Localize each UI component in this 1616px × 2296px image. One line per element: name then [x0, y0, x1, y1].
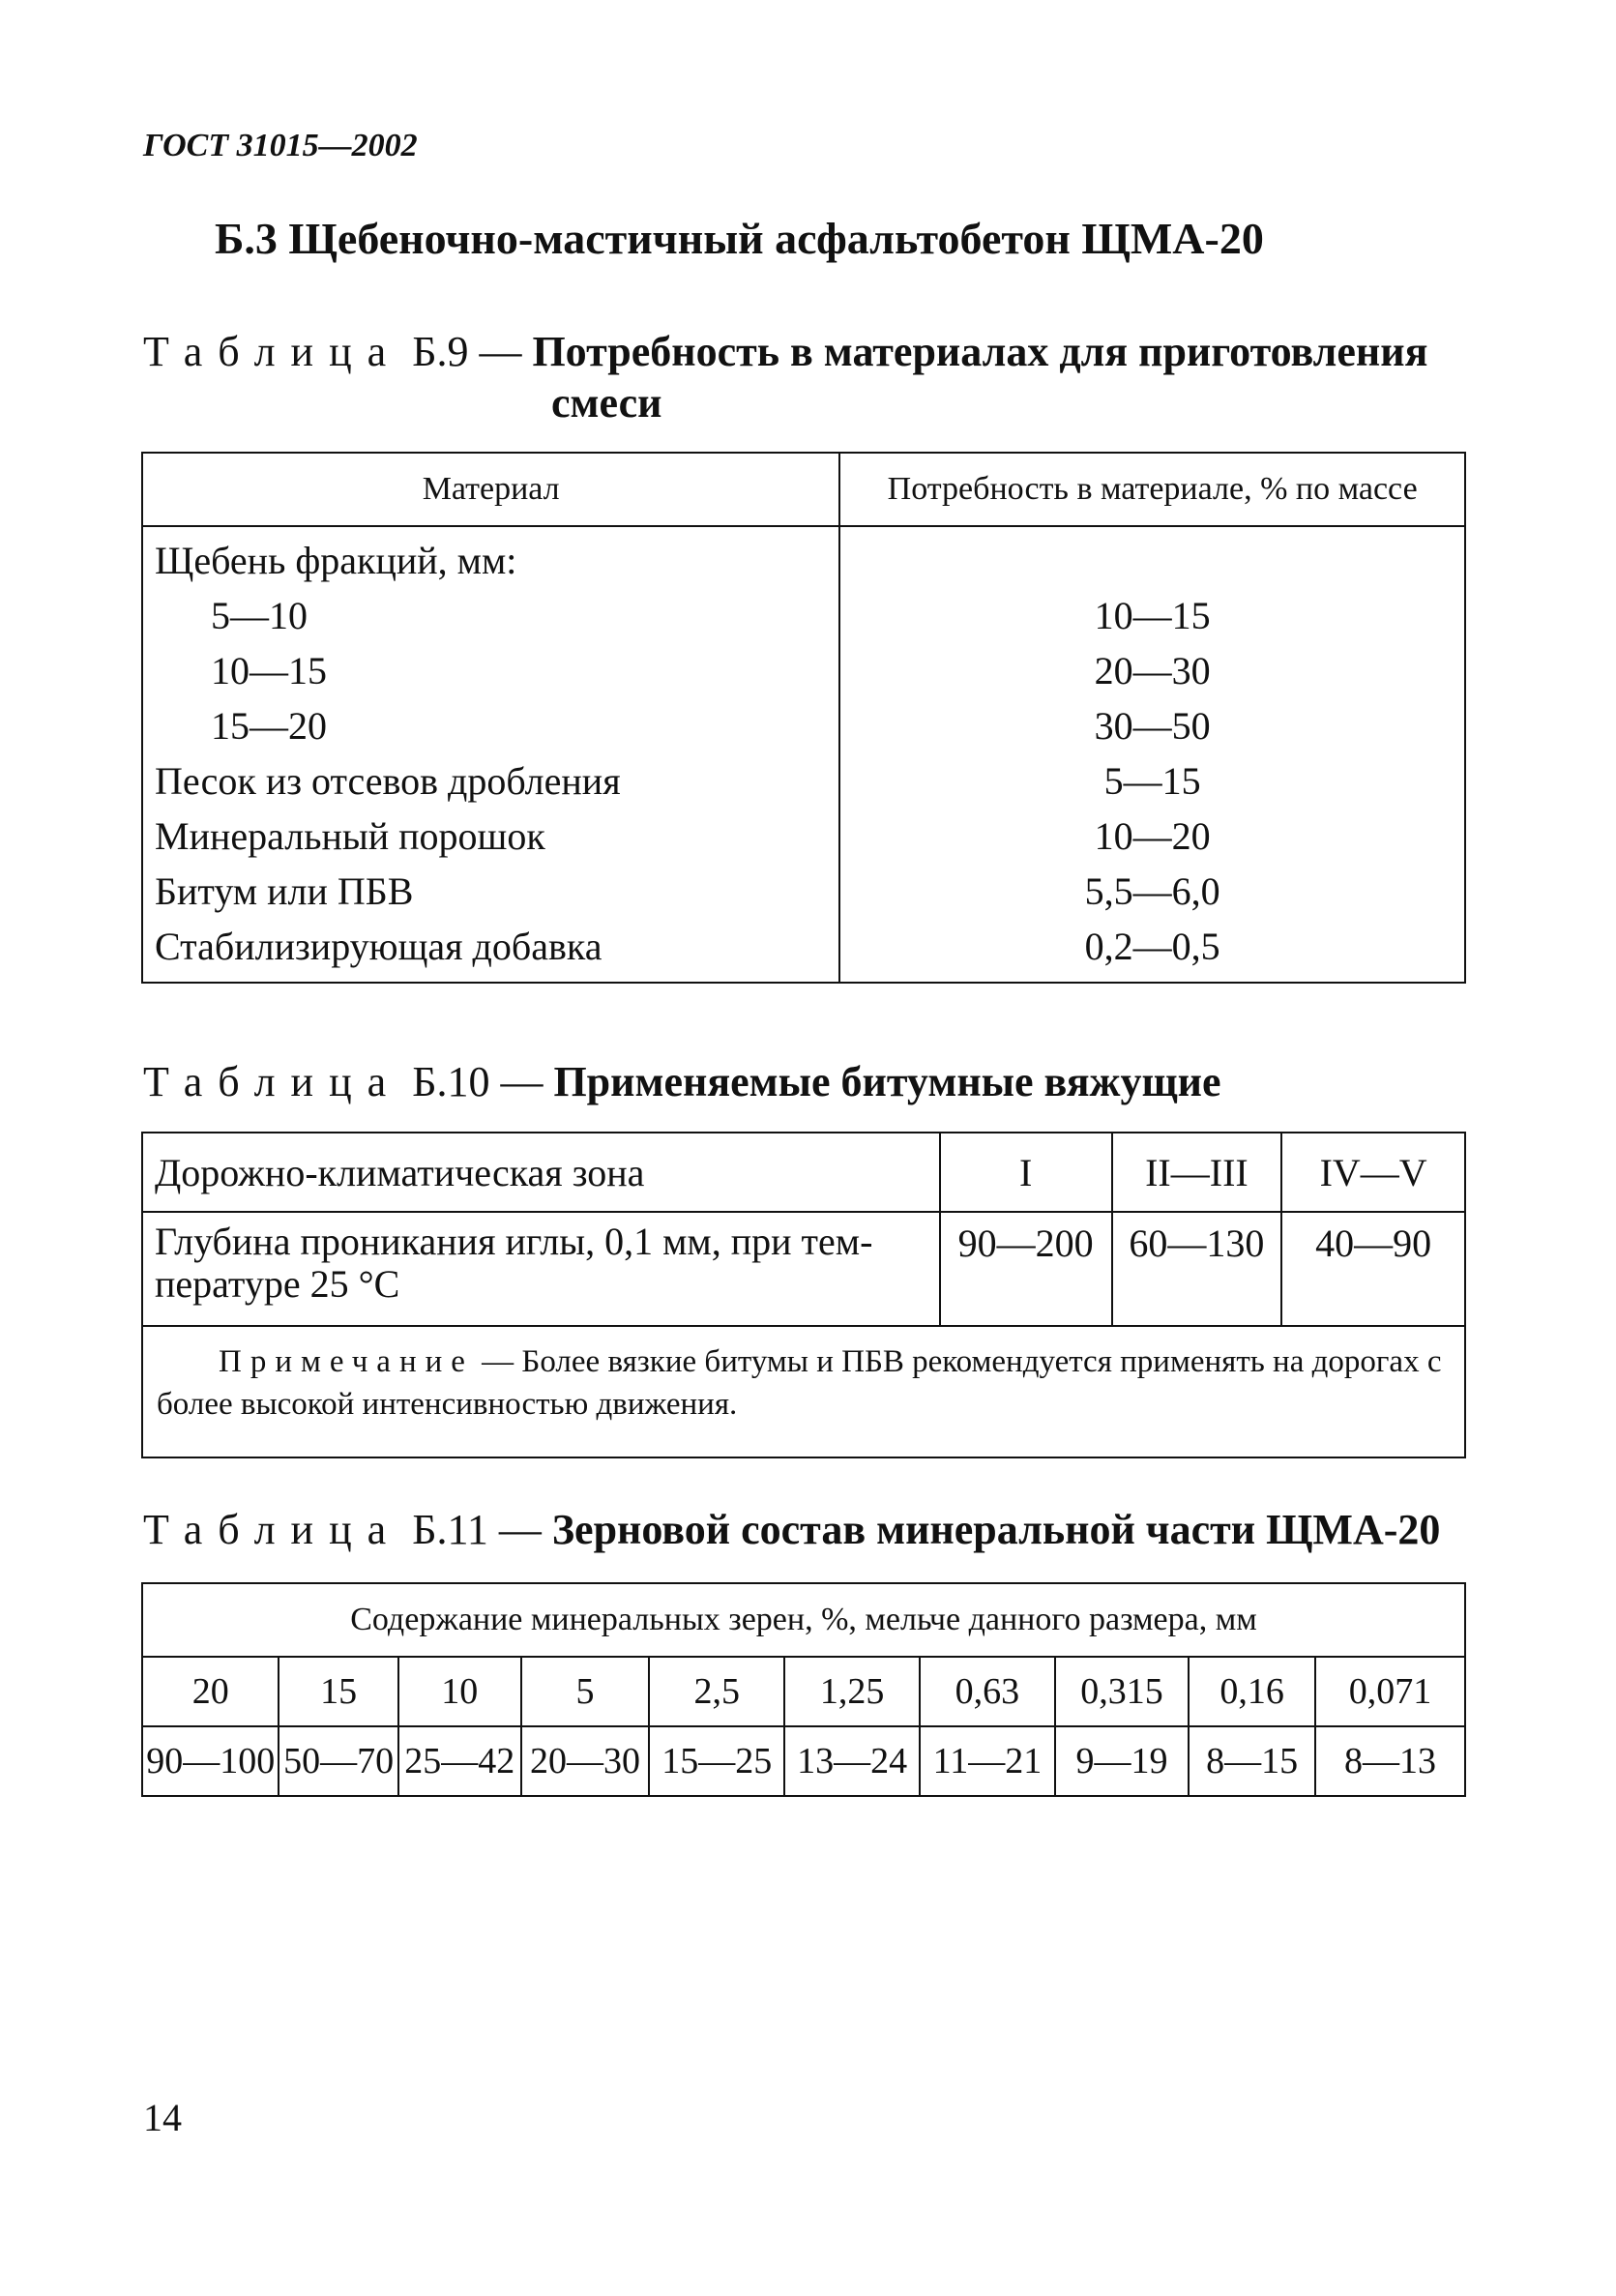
- sieve-size-cell: 1,25: [784, 1657, 920, 1726]
- material-need: 30—50: [1094, 704, 1211, 748]
- zone-cell: II—III: [1112, 1133, 1282, 1212]
- caption-title-continued: смеси: [551, 379, 662, 427]
- table-b11: [141, 1582, 1466, 1797]
- material-need: 5—15: [1103, 759, 1201, 803]
- caption-prefix: Таблица: [143, 328, 402, 375]
- caption-number: Б.9 —: [412, 328, 522, 375]
- content-cell: 15—25: [649, 1726, 784, 1796]
- content-row: [142, 1726, 1465, 1796]
- penetration-cell: 60—130: [1112, 1212, 1282, 1326]
- section-title: Б.3 Щебеночно-мастичный асфальтобетон ЩМА-20: [215, 214, 1264, 263]
- material-name: Песок из отсевов дробления: [155, 759, 621, 803]
- caption-number: Б.10 —: [412, 1058, 544, 1105]
- material-name: 10—15: [211, 649, 327, 692]
- sieve-size-cell: 0,315: [1055, 1657, 1189, 1726]
- column-header-material: Материал: [142, 453, 839, 526]
- caption-title: Применяемые битумные вяжущие: [553, 1058, 1221, 1105]
- material-name: Минеральный порошок: [155, 814, 545, 858]
- zone-cell: IV—V: [1281, 1133, 1465, 1212]
- table-b9-caption: [143, 327, 1468, 427]
- material-name: 15—20: [211, 704, 327, 748]
- grain-header: Содержание минеральных зерен, %, мельче данного размера, мм: [142, 1583, 1465, 1657]
- material-need: 5,5—6,0: [1084, 869, 1220, 913]
- material-name: Щебень фракций, мм:: [155, 539, 517, 582]
- table-b9: [141, 452, 1466, 984]
- table-b10: [141, 1132, 1466, 1458]
- penetration-cell: 40—90: [1281, 1212, 1465, 1326]
- document-header: ГОСТ 31015—2002: [143, 128, 418, 163]
- material-name: Стабилизирующая добавка: [155, 925, 602, 968]
- material-column: [142, 526, 839, 983]
- penetration-label: Глубина проникания иглы, 0,1 мм, при тем-пературе 25 °С: [142, 1212, 940, 1326]
- table-b11-caption: [143, 1505, 1440, 1554]
- caption-title: Зерновой состав минеральной части ЩМА-20: [551, 1506, 1441, 1553]
- content-cell: 90—100: [142, 1726, 279, 1796]
- material-need: [840, 533, 1464, 588]
- caption-title: Потребность в материалах для приготовления: [532, 328, 1428, 375]
- sieve-size-cell: 0,63: [920, 1657, 1055, 1726]
- sieve-size-cell: 0,16: [1189, 1657, 1315, 1726]
- zone-cell: I: [940, 1133, 1112, 1212]
- material-need: 10—20: [1094, 814, 1211, 858]
- note-prefix: Примечание: [219, 1344, 474, 1379]
- content-cell: 50—70: [279, 1726, 397, 1796]
- column-header-need: Потребность в материале, % по массе: [839, 453, 1465, 526]
- content-cell: 8—13: [1315, 1726, 1465, 1796]
- content-cell: 9—19: [1055, 1726, 1189, 1796]
- penetration-cell: 90—200: [940, 1212, 1112, 1326]
- zone-label: Дорожно-климатическая зона: [142, 1133, 940, 1212]
- caption-number: Б.11 —: [412, 1506, 542, 1553]
- sieve-size-cell: 5: [521, 1657, 650, 1726]
- note-text: — Более вязкие битумы и ПБВ рекомендуется применять на дорогах с более высокой интенсивностью движения.: [157, 1344, 1442, 1422]
- sieve-size-cell: 2,5: [649, 1657, 784, 1726]
- sieve-size-row: [142, 1657, 1465, 1726]
- page-number: 14: [143, 2096, 182, 2139]
- sieve-size-cell: 15: [279, 1657, 397, 1726]
- caption-prefix: Таблица: [143, 1058, 402, 1105]
- content-cell: 8—15: [1189, 1726, 1315, 1796]
- material-name: Битум или ПБВ: [155, 869, 414, 913]
- material-name: 5—10: [211, 594, 308, 637]
- content-cell: 13—24: [784, 1726, 920, 1796]
- sieve-size-cell: 0,071: [1315, 1657, 1465, 1726]
- content-cell: 20—30: [521, 1726, 650, 1796]
- content-cell: 25—42: [398, 1726, 521, 1796]
- sieve-size-cell: 20: [142, 1657, 279, 1726]
- content-cell: 11—21: [920, 1726, 1055, 1796]
- sieve-size-cell: 10: [398, 1657, 521, 1726]
- table-note: [142, 1326, 1465, 1457]
- caption-prefix: Таблица: [143, 1506, 402, 1553]
- material-need: 20—30: [1094, 649, 1211, 692]
- table-b10-caption: [143, 1057, 1220, 1106]
- material-need: 0,2—0,5: [1084, 925, 1220, 968]
- need-column: [839, 526, 1465, 983]
- material-need: 10—15: [1094, 594, 1211, 637]
